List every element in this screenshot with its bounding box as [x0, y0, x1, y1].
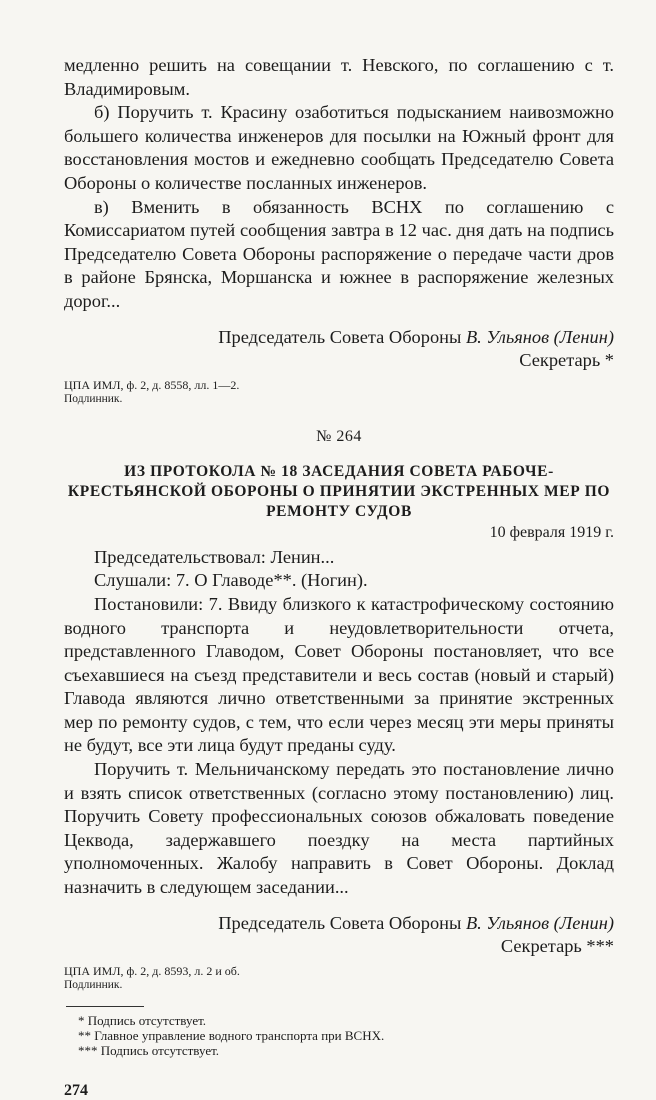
paragraph-resolved: Постановили: 7. Ввиду близкого к катастрофическому состоянию водного транспорта и неудовлетворительности отчета, представленного Главодом, Совет Обороны постановляет, что все съехавшиеся на съезд представители и весь состав (новый и старый) Главода являются лично ответственными за принятие экстренных мер по ремонту судов, с тем, что если через месяц эти меры приняты не будут, все эти лица будут преданы суду. [64, 593, 614, 756]
archive-reference: ЦПА ИМЛ, ф. 2, д. 8558, лл. 1—2. [64, 377, 240, 392]
archive-source-2 [64, 965, 614, 992]
paragraph-continuation: медленно решить на совещании т. Невского, по соглашению с т. Владимировым. [64, 55, 614, 99]
footnote: * Подпись отсутствует. [78, 1012, 207, 1028]
signature-role: Председатель Совета Обороны [218, 326, 466, 347]
footnote-divider [66, 1006, 144, 1007]
footnote: *** Подпись отсутствует. [78, 1042, 220, 1058]
document-date: 10 февраля 1919 г. [489, 523, 614, 541]
signature-chairman-2 [64, 912, 614, 936]
archive-kind: Подлинник. [64, 392, 123, 405]
document-title: ИЗ ПРОТОКОЛА № 18 ЗАСЕДАНИЯ СОВЕТА РАБОЧЕ-КРЕСТЬЯНСКОЙ ОБОРОНЫ О ПРИНЯТИИ ЭКСТРЕННЫХ МЕР ПО РЕМОНТУ СУДОВ [67, 462, 611, 520]
archive-source [64, 379, 614, 406]
paragraph-chaired: Председательствовал: Ленин... [94, 546, 335, 567]
signature-secretary: Секретарь * [519, 350, 614, 371]
signature-role-2: Председатель Совета Обороны [218, 912, 466, 933]
archive-kind-2: Подлинник. [64, 978, 123, 991]
archive-reference-2: ЦПА ИМЛ, ф. 2, д. 8593, л. 2 и об. [64, 963, 240, 978]
paragraph-item-b: б) Поручить т. Красину озаботиться подысканием наивозможно большего количества инженеров для посылки на Южный фронт для восстановления мостов и ежедневно сообщать Председателю Совета Обороны о количестве посланных инженеров. [64, 102, 614, 193]
signature-secretary-2: Секретарь *** [500, 936, 614, 957]
paragraph-heard: Слушали: 7. О Главоде**. (Ногин). [94, 570, 368, 591]
footnote: ** Главное управление водного транспорта при ВСНХ. [78, 1027, 385, 1043]
signature-chairman [64, 326, 614, 350]
signature-name-2: В. Ульянов (Ленин) [465, 912, 614, 933]
page-number: 274 [64, 1081, 88, 1099]
document-number: № 264 [316, 427, 362, 445]
paragraph-item-v: в) Вменить в обязанность ВСНХ по соглашению с Комиссариатом путей сообщения завтра в 12 час. дня дать на подпись Председателю Совета Обороны распоряжение о передаче части дров в районе Брянска, Моршанска и южнее в распоряжение железных дорог... [64, 196, 614, 311]
signature-name: В. Ульянов (Ленин) [465, 326, 614, 347]
document-page [64, 54, 614, 1100]
paragraph-instruct: Поручить т. Мельничанскому передать это постановление лично и взять список ответственных (согласно этому постановлению) лиц. Поручить Совету профессиональных союзов обжаловать поведение Цекводa, задержавшего поездку на места партийных уполномоченных. Жалобу направить в Совет Обороны. Доклад назначить в следующем заседании... [64, 759, 614, 898]
